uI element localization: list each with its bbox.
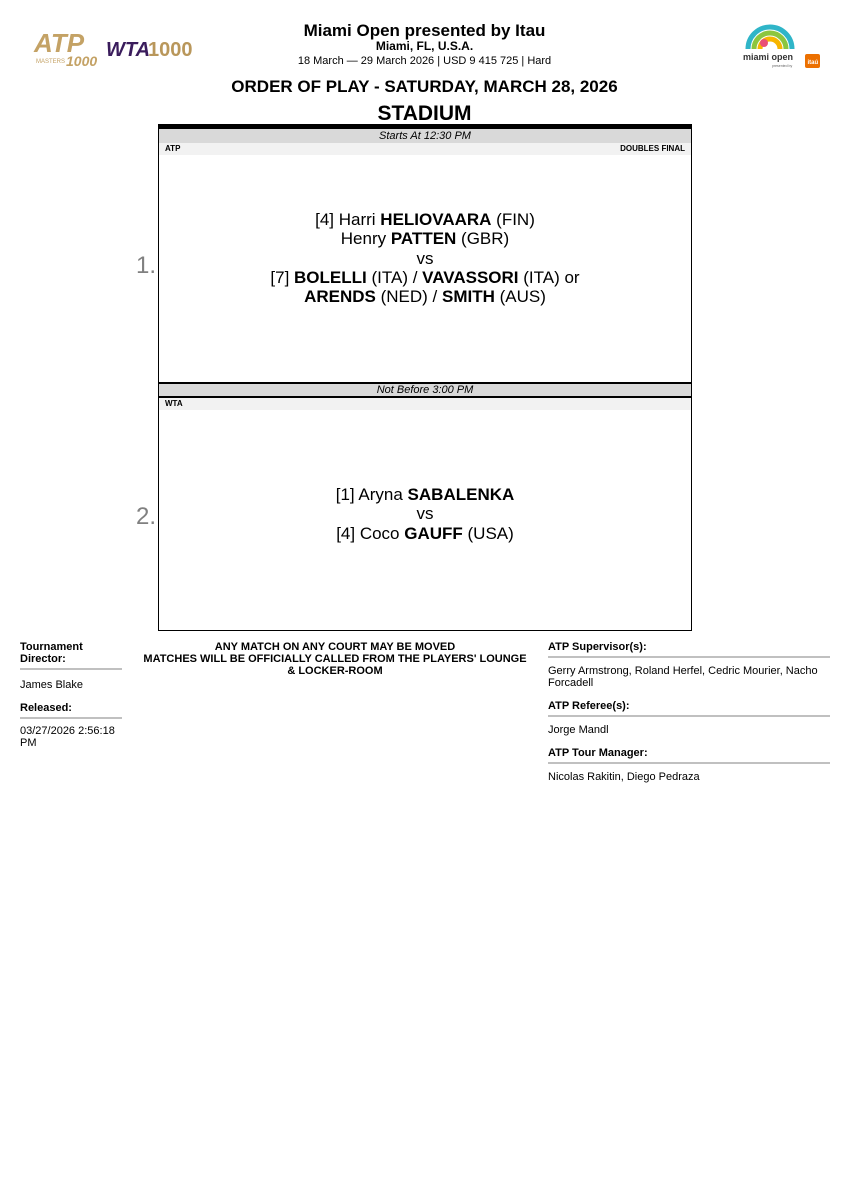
team-1-player-1: [4] Harri HELIOVAARA (FIN)	[315, 210, 535, 229]
officials-right	[548, 641, 830, 783]
tournament-location: Miami, FL, U.S.A.	[375, 39, 474, 53]
officials-left	[20, 641, 122, 749]
team-1-player-2: Henry PATTEN (GBR)	[340, 229, 510, 249]
match-1-round: DOUBLES FINAL	[620, 144, 685, 153]
svg-text:1000: 1000	[66, 53, 98, 69]
svg-text:ATP: ATP	[34, 28, 85, 58]
svg-text:WTA: WTA	[106, 39, 151, 61]
tournament-director-label: Tournament Director:	[20, 641, 122, 670]
miami-open-logo	[742, 27, 824, 71]
notice-line-2: MATCHES WILL BE OFFICIALLY CALLED FROM THE PLAYERS' LOUNGE & LOCKER-ROOM	[143, 653, 527, 677]
tournament-title: Miami Open presented by Itau	[303, 21, 546, 40]
svg-text:1000: 1000	[148, 39, 193, 61]
court-name: STADIUM	[377, 102, 472, 125]
match-2	[159, 485, 691, 543]
atp-supervisors-value: Gerry Armstrong, Roland Herfel, Cedric Mourier, Nacho Forcadell	[548, 665, 818, 689]
atp-tour-manager-value: Nicolas Rakitin, Diego Pedraza	[548, 771, 700, 783]
atp-supervisors-label: ATP Supervisor(s):	[548, 641, 830, 658]
match-2-player-2: [4] Coco GAUFF (USA)	[336, 523, 514, 543]
match-number-1: 1.	[136, 252, 157, 279]
notice-line-1: ANY MATCH ON ANY COURT MAY BE MOVED	[214, 641, 456, 653]
atp-referees-value: Jorge Mandl	[548, 724, 609, 736]
match-2-player-1: [1] Aryna SABALENKA	[335, 485, 515, 504]
atp-tour-manager-label: ATP Tour Manager:	[548, 747, 830, 764]
match-1	[159, 210, 691, 306]
tournament-info: 18 March — 29 March 2026 | USD 9 415 725 | Hard	[297, 55, 552, 67]
page-header	[0, 0, 849, 125]
svg-text:itaú: itaú	[807, 60, 819, 66]
tournament-director-value: James Blake	[20, 679, 83, 691]
svg-text:presented by: presented by	[772, 64, 793, 68]
match-2-tour: WTA	[165, 399, 183, 408]
svg-text:MASTERS: MASTERS	[36, 59, 66, 65]
atp-referees-label: ATP Referee(s):	[548, 700, 830, 717]
team-2-option-1: [7] BOLELLI (ITA) / VAVASSORI (ITA) or	[270, 267, 580, 287]
match-2-vs: vs	[416, 504, 434, 524]
released-label: Released:	[20, 702, 122, 719]
team-2-option-2: ARENDS (NED) / SMITH (AUS)	[304, 287, 546, 307]
order-of-play-title: ORDER OF PLAY - SATURDAY, MARCH 28, 2026	[231, 77, 618, 96]
match-1-info-row	[159, 143, 691, 155]
released-value: 03/27/2026 2:56:18 PM	[20, 725, 115, 749]
match-1-tour: ATP	[165, 144, 181, 153]
match-number-2: 2.	[136, 503, 157, 530]
match-2-info-row	[159, 398, 691, 410]
match-1-vs: vs	[416, 248, 434, 268]
svg-text:miami open: miami open	[743, 52, 794, 62]
court-schedule-box	[158, 124, 692, 631]
court-notice	[140, 641, 530, 677]
match-1-time-note: Starts At 12:30 PM	[159, 129, 691, 143]
match-2-time-note: Not Before 3:00 PM	[159, 382, 691, 398]
